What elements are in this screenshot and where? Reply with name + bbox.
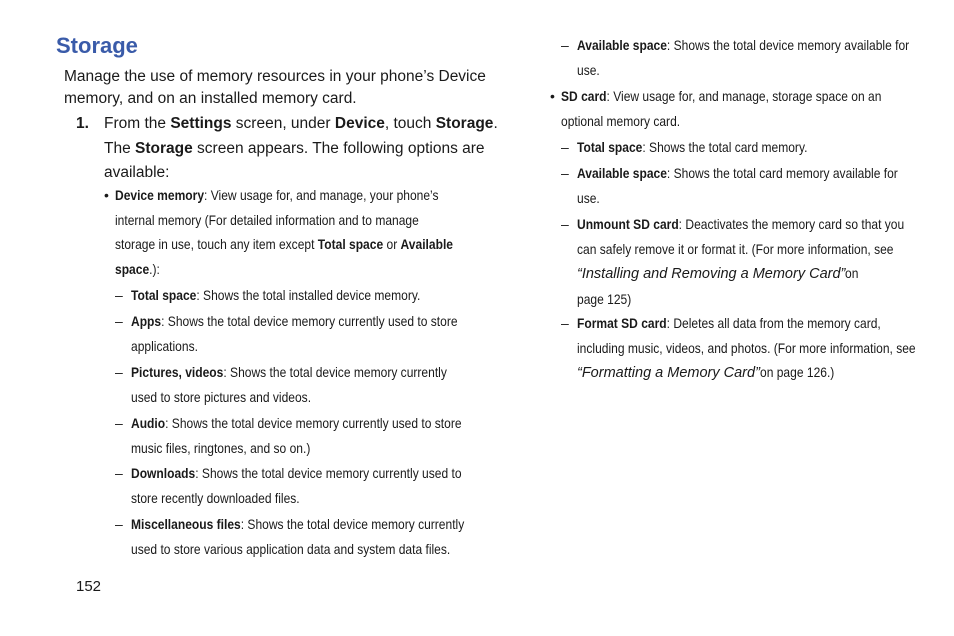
item-text: : Shows the total device memory currently used to	[195, 465, 462, 481]
item-label: Downloads	[131, 465, 196, 481]
dash: –	[115, 415, 123, 431]
item-text: : Shows the total device memory currently	[240, 516, 465, 532]
device-item-audio	[115, 411, 515, 460]
sd-item-total-space	[561, 135, 845, 160]
bullet-text: .):	[149, 260, 160, 277]
step-number: 1.	[76, 115, 89, 132]
storage-term: Storage	[435, 115, 494, 132]
step-text-part: available:	[104, 164, 170, 181]
settings-term: Settings	[170, 115, 232, 132]
sd-item-format	[561, 311, 954, 386]
bullet-sd-card	[550, 84, 934, 133]
step-text-part: screen, under	[231, 115, 335, 132]
device-item-total-space	[115, 283, 467, 308]
device-item-pictures-videos	[115, 360, 498, 409]
storage-term: Storage	[135, 139, 193, 157]
device-item-downloads	[115, 461, 515, 510]
item-text: : Shows the total installed device memory.	[196, 287, 421, 303]
item-text: : Shows the total card memory available for	[666, 165, 898, 181]
bullet-dot: •	[550, 88, 555, 104]
dash: –	[115, 313, 123, 329]
item-label: Unmount SD card	[577, 216, 679, 232]
total-space-term: Total space	[317, 236, 384, 252]
step-text-part: The	[104, 139, 136, 157]
step-text-part: .	[493, 115, 498, 132]
item-label: Available space	[577, 165, 667, 181]
bullet-text: internal memory (For detailed information and to manage	[115, 211, 419, 228]
item-text: )	[627, 290, 632, 307]
space-term: space	[115, 260, 150, 277]
bullet-text: storage in use, touch any item except	[115, 236, 318, 252]
item-text: store recently downloaded files.	[131, 489, 300, 506]
intro-line: memory, and on an installed memory card.	[64, 90, 357, 107]
item-text: used to store pictures and videos.	[131, 388, 312, 405]
bullet-text: : View usage for, and manage, your phone’s	[204, 187, 439, 203]
item-text: use.	[577, 189, 600, 206]
sd-item-unmount	[561, 212, 954, 311]
dash: –	[115, 287, 123, 303]
item-text: used to store various application data and system data files.	[131, 540, 451, 557]
item-text: : Deactivates the memory card so that you	[678, 216, 905, 232]
dash: –	[561, 165, 569, 181]
dash: –	[115, 465, 123, 481]
item-text: page 125	[577, 290, 628, 307]
device-item-misc-files	[115, 512, 519, 561]
item-text: can safely remove it or format it. (For more information, see	[577, 240, 894, 257]
dash: –	[115, 516, 123, 532]
cross-reference-link[interactable]: “Formatting a Memory Card”	[577, 365, 760, 381]
step-text	[104, 112, 498, 186]
item-label: Miscellaneous files	[131, 516, 241, 532]
item-text: on page 126.)	[759, 364, 835, 380]
page-title: Storage	[56, 33, 138, 58]
item-text: use.	[577, 61, 600, 78]
item-label: Pictures, videos	[131, 364, 224, 380]
item-label: Total space	[131, 287, 197, 303]
item-text: applications.	[131, 337, 198, 354]
bullet-text: : View usage for, and manage, storage space on an	[606, 88, 882, 104]
step-text-part: screen appears. The following options are	[192, 139, 485, 157]
bullet-text: or	[383, 236, 401, 252]
device-term: Device	[334, 115, 385, 132]
dash: –	[561, 139, 569, 155]
dash: –	[561, 315, 569, 331]
intro-line: Manage the use of memory resources in your phone’s Device	[64, 68, 486, 85]
item-text: : Shows the total device memory currently	[223, 364, 447, 380]
device-item-available-space	[561, 33, 954, 82]
bullet-text: optional memory card.	[561, 112, 681, 129]
item-label: Audio	[131, 415, 166, 431]
dash: –	[561, 37, 569, 53]
bullet-dot: •	[104, 187, 109, 203]
item-text: on	[845, 265, 859, 281]
item-text: : Shows the total card memory.	[642, 139, 808, 155]
device-memory-label: Device memory	[115, 187, 205, 203]
sd-item-available-space	[561, 161, 950, 210]
step-text-part: , touch	[384, 115, 436, 132]
item-text: including music, videos, and photos. (For more information, see	[577, 339, 916, 356]
item-text: : Shows the total device memory currently used to store	[161, 313, 458, 329]
page-number: 152	[76, 578, 102, 595]
cross-reference-link[interactable]: “Installing and Removing a Memory Card”	[577, 266, 846, 282]
item-text: : Shows the total device memory available for	[666, 37, 910, 53]
item-text: : Deletes all data from the memory card,	[666, 315, 881, 331]
item-label: Total space	[577, 139, 643, 155]
bullet-device-memory	[104, 183, 508, 281]
item-label: Format SD card	[577, 315, 667, 331]
item-text: music files, ringtones, and so on.)	[131, 439, 311, 456]
sd-card-label: SD card	[561, 88, 607, 104]
item-label: Apps	[131, 313, 162, 329]
item-label: Available space	[577, 37, 667, 53]
available-term: Available	[400, 236, 453, 252]
dash: –	[115, 364, 123, 380]
dash: –	[561, 216, 569, 232]
intro-paragraph	[64, 66, 484, 110]
step-1	[76, 112, 498, 186]
device-item-apps	[115, 309, 511, 358]
item-text: : Shows the total device memory currently used to store	[165, 415, 462, 431]
step-text-part: From the	[104, 115, 171, 132]
